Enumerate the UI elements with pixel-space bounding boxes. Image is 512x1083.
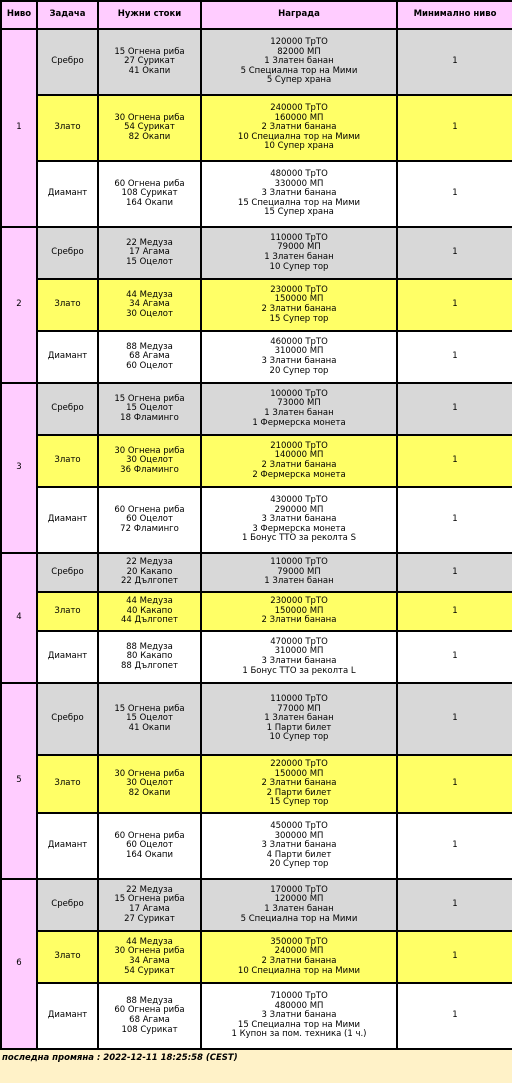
level-cell: 3 <box>1 383 37 553</box>
table-row <box>1 161 512 227</box>
reward-line: 120000 ТрТО <box>270 37 328 48</box>
table-row <box>1 683 512 755</box>
reward-line: 450000 ТрТО <box>270 821 328 832</box>
reward-line: 210000 ТрТО <box>270 440 328 451</box>
task-cell: Злато <box>37 592 98 631</box>
table-row <box>1 279 512 331</box>
reward-cell <box>201 931 397 983</box>
goods-line: 30 Огнена риба <box>114 768 185 779</box>
reward-line: 120000 МП <box>274 894 324 905</box>
reward-line: 3 Златни банана <box>261 514 337 525</box>
reward-line: 240000 МП <box>274 946 324 957</box>
reward-line: 79000 МП <box>277 566 321 577</box>
reward-line: 2 Парти билет <box>266 787 332 798</box>
min-level-cell: 1 <box>397 435 512 487</box>
reward-line: 2 Златни банана <box>261 304 337 314</box>
reward-line: 290000 МП <box>274 504 324 515</box>
reward-line: 10 Супер тор <box>269 732 329 743</box>
goods-line: 88 Медуза <box>126 641 173 652</box>
goods-line: 22 Медуза <box>126 884 173 895</box>
goods-line: 60 Огнена риба <box>114 830 185 841</box>
goods-line: 22 Медуза <box>126 557 173 568</box>
reward-line: 1 Златен банан <box>264 408 334 418</box>
reward-line: 460000 ТрТО <box>270 336 328 347</box>
goods-line: 34 Агама <box>129 299 170 310</box>
reward-line: 1 Златен банан <box>264 904 334 914</box>
goods-line: 88 Медуза <box>126 341 173 352</box>
task-cell: Злато <box>37 931 98 983</box>
reward-line: 1 Парти билет <box>266 722 332 733</box>
reward-line: 330000 МП <box>274 178 324 189</box>
reward-line: 1 Бонус ТТО за реколта L <box>242 665 356 676</box>
goods-line: 30 Оцелот <box>126 778 173 789</box>
goods-line: 108 Сурикат <box>121 188 178 199</box>
task-cell: Сребро <box>37 227 98 279</box>
min-level-cell: 1 <box>397 631 512 683</box>
level-cell: 2 <box>1 227 37 383</box>
goods-cell <box>98 383 201 435</box>
goods-line: 108 Сурикат <box>121 1024 178 1035</box>
reward-line: 240000 ТрТО <box>270 103 328 114</box>
reward-line: 2 Златни банана <box>261 122 337 133</box>
goods-cell <box>98 331 201 383</box>
goods-line: 15 Оцелот <box>126 403 173 414</box>
goods-line: 30 Огнена риба <box>114 445 185 456</box>
reward-cell <box>201 95 397 161</box>
reward-line: 230000 ТрТО <box>270 596 328 607</box>
goods-cell <box>98 435 201 487</box>
table-row <box>1 331 512 383</box>
task-cell: Злато <box>37 435 98 487</box>
header-goods: Нужни стоки <box>98 1 201 29</box>
reward-line: 300000 МП <box>274 830 324 841</box>
min-level-cell: 1 <box>397 553 512 592</box>
goods-line: 15 Огнена риба <box>114 894 185 905</box>
goods-line: 88 Дългопет <box>120 660 178 671</box>
goods-line: 88 Медуза <box>126 995 173 1006</box>
reward-line: 170000 ТрТО <box>270 884 328 895</box>
reward-line: 110000 ТрТО <box>270 694 328 705</box>
goods-line: 36 Фламинго <box>120 464 179 475</box>
reward-cell <box>201 383 397 435</box>
task-cell: Сребро <box>37 383 98 435</box>
reward-line: 480000 МП <box>274 1000 324 1011</box>
reward-line: 710000 ТрТО <box>270 991 328 1002</box>
reward-line: 2 Златни банана <box>261 956 337 966</box>
goods-line: 44 Медуза <box>126 936 173 947</box>
table-row <box>1 487 512 553</box>
min-level-cell: 1 <box>397 683 512 755</box>
reward-line: 430000 ТрТО <box>270 495 328 506</box>
reward-line: 15 Супер тор <box>269 797 329 808</box>
min-level-cell: 1 <box>397 931 512 983</box>
reward-cell <box>201 279 397 331</box>
reward-line: 1 Златен банан <box>264 56 334 67</box>
reward-line: 15 Супер храна <box>264 207 334 218</box>
reward-line: 2 Златни банана <box>261 615 337 626</box>
reward-cell <box>201 631 397 683</box>
task-cell: Сребро <box>37 683 98 755</box>
reward-line: 1 Златен банан <box>264 252 334 262</box>
task-cell: Сребро <box>37 29 98 95</box>
goods-line: 15 Огнена риба <box>114 703 185 714</box>
table-row <box>1 813 512 879</box>
min-level-cell: 1 <box>397 95 512 161</box>
goods-line: 30 Оцелот <box>126 308 173 319</box>
goods-cell <box>98 931 201 983</box>
reward-line: 150000 МП <box>274 605 324 616</box>
goods-cell <box>98 592 201 631</box>
min-level-cell: 1 <box>397 331 512 383</box>
goods-line: 41 Окапи <box>128 722 171 733</box>
reward-line: 15 Специална тор на Мими <box>237 197 361 208</box>
goods-line: 54 Сурикат <box>124 965 175 976</box>
goods-line: 30 Оцелот <box>126 455 173 466</box>
task-cell: Сребро <box>37 553 98 592</box>
goods-line: 60 Оцелот <box>126 360 173 371</box>
min-level-cell: 1 <box>397 161 512 227</box>
reward-line: 110000 ТрТО <box>270 232 328 243</box>
reward-cell <box>201 983 397 1049</box>
reward-line: 3 Златни банана <box>261 356 337 366</box>
task-cell: Диамант <box>37 813 98 879</box>
goods-line: 15 Огнена риба <box>114 393 185 404</box>
reward-line: 79000 МП <box>277 242 321 253</box>
goods-line: 41 Окапи <box>128 65 171 76</box>
reward-cell <box>201 435 397 487</box>
min-level-cell: 1 <box>397 592 512 631</box>
table-row <box>1 755 512 813</box>
goods-line: 164 Окапи <box>125 197 174 208</box>
task-cell: Диамант <box>37 161 98 227</box>
task-cell: Диамант <box>37 631 98 683</box>
goods-line: 44 Медуза <box>126 596 173 607</box>
goods-cell <box>98 983 201 1049</box>
table-row <box>1 879 512 931</box>
goods-line: 15 Оцелот <box>126 713 173 724</box>
reward-line: 140000 МП <box>274 450 324 461</box>
goods-line: 82 Окапи <box>128 131 171 142</box>
header-reward: Награда <box>201 1 397 29</box>
goods-cell <box>98 755 201 813</box>
reward-line: 15 Супер тор <box>269 313 329 324</box>
goods-cell <box>98 631 201 683</box>
reward-cell <box>201 683 397 755</box>
goods-line: 17 Агама <box>129 247 170 258</box>
reward-line: 5 Супер храна <box>266 75 332 86</box>
reward-line: 1 Златен банан <box>264 576 334 587</box>
reward-line: 160000 МП <box>274 112 324 123</box>
reward-line: 310000 МП <box>274 346 324 357</box>
min-level-cell: 1 <box>397 487 512 553</box>
reward-line: 10 Супер тор <box>269 261 329 272</box>
reward-line: 310000 МП <box>274 646 324 657</box>
reward-line: 1 Бонус ТТО за реколта S <box>242 533 356 544</box>
goods-line: 54 Сурикат <box>124 122 175 133</box>
goods-line: 40 Какапо <box>126 605 173 616</box>
goods-line: 68 Агама <box>129 351 170 362</box>
reward-cell <box>201 331 397 383</box>
table-row <box>1 29 512 95</box>
reward-line: 1 Фермерска монета <box>252 417 346 428</box>
goods-cell <box>98 813 201 879</box>
table-row <box>1 383 512 435</box>
reward-line: 2 Златни банана <box>261 778 337 789</box>
reward-line: 4 Парти билет <box>266 849 332 860</box>
reward-line: 5 Специална тор на Мими <box>240 65 358 76</box>
goods-cell <box>98 553 201 592</box>
goods-line: 60 Огнена риба <box>114 504 185 515</box>
table-row <box>1 227 512 279</box>
reward-line: 100000 ТрТО <box>270 388 328 399</box>
goods-line: 60 Огнена риба <box>114 1005 185 1016</box>
reward-line: 20 Супер тор <box>269 365 329 376</box>
reward-line: 10 Специална тор на Мими <box>237 131 361 142</box>
level-cell: 5 <box>1 683 37 879</box>
reward-line: 3 Златни банана <box>261 188 337 199</box>
header-level: Ниво <box>1 1 37 29</box>
reward-line: 3 Златни банана <box>261 1010 337 1021</box>
reward-line: 230000 ТрТО <box>270 284 328 295</box>
goods-cell <box>98 879 201 931</box>
task-cell: Диамант <box>37 487 98 553</box>
goods-cell <box>98 227 201 279</box>
table-body <box>1 29 512 1049</box>
reward-line: 73000 МП <box>277 398 321 409</box>
min-level-cell: 1 <box>397 813 512 879</box>
min-level-cell: 1 <box>397 227 512 279</box>
header-row <box>1 1 512 29</box>
level-cell: 4 <box>1 553 37 683</box>
goods-line: 27 Сурикат <box>124 913 175 924</box>
task-cell: Диамант <box>37 983 98 1049</box>
goods-line: 15 Оцелот <box>126 256 173 267</box>
goods-cell <box>98 161 201 227</box>
reward-line: 77000 МП <box>277 703 321 714</box>
task-cell: Злато <box>37 95 98 161</box>
task-cell: Сребро <box>37 879 98 931</box>
reward-line: 480000 ТрТО <box>270 169 328 180</box>
reward-line: 150000 МП <box>274 294 324 305</box>
goods-line: 60 Оцелот <box>126 514 173 525</box>
goods-cell <box>98 95 201 161</box>
table-row <box>1 983 512 1049</box>
reward-cell <box>201 879 397 931</box>
table-row <box>1 435 512 487</box>
goods-line: 60 Огнена риба <box>114 178 185 189</box>
reward-line: 20 Супер тор <box>269 859 329 870</box>
min-level-cell: 1 <box>397 29 512 95</box>
reward-cell <box>201 755 397 813</box>
reward-line: 1 Златен банан <box>264 713 334 724</box>
table-row <box>1 592 512 631</box>
goods-line: 44 Дългопет <box>120 615 178 626</box>
reward-line: 350000 ТрТО <box>270 936 328 947</box>
goods-line: 60 Оцелот <box>126 840 173 851</box>
min-level-cell: 1 <box>397 279 512 331</box>
reward-line: 110000 ТрТО <box>270 557 328 568</box>
table-row <box>1 95 512 161</box>
reward-line: 3 Златни банана <box>261 840 337 851</box>
min-level-cell: 1 <box>397 383 512 435</box>
goods-line: 20 Какапо <box>126 566 173 577</box>
last-modified: последна промяна : 2022-12-11 18:25:58 (CEST) <box>2 1053 238 1063</box>
goods-line: 30 Огнена риба <box>114 112 185 123</box>
goods-line: 164 Окапи <box>125 849 174 860</box>
reward-line: 10 Супер храна <box>264 141 334 152</box>
reward-line: 3 Фермерска монета <box>252 523 346 534</box>
min-level-cell: 1 <box>397 879 512 931</box>
goods-line: 44 Медуза <box>126 289 173 300</box>
reward-line: 2 Фермерска монета <box>252 469 346 480</box>
goods-cell <box>98 487 201 553</box>
reward-line: 220000 ТрТО <box>270 759 328 770</box>
reward-cell <box>201 553 397 592</box>
task-cell: Диамант <box>37 331 98 383</box>
table-row <box>1 553 512 592</box>
min-level-cell: 1 <box>397 983 512 1049</box>
reward-line: 82000 МП <box>277 46 321 57</box>
level-cell: 1 <box>1 29 37 227</box>
reward-cell <box>201 813 397 879</box>
task-cell: Злато <box>37 755 98 813</box>
task-cell: Злато <box>37 279 98 331</box>
goods-cell <box>98 29 201 95</box>
goods-line: 17 Агама <box>129 904 170 914</box>
reward-cell <box>201 592 397 631</box>
goods-line: 72 Фламинго <box>120 523 179 534</box>
goods-line: 15 Огнена риба <box>114 46 185 57</box>
goods-line: 30 Огнена риба <box>114 946 185 957</box>
goods-line: 27 Сурикат <box>124 56 175 67</box>
goods-line: 22 Дългопет <box>120 576 178 587</box>
reward-line: 15 Специална тор на Мими <box>237 1019 361 1030</box>
reward-cell <box>201 227 397 279</box>
reward-line: 10 Специална тор на Мими <box>237 965 361 976</box>
goods-cell <box>98 683 201 755</box>
reward-line: 5 Специална тор на Мими <box>240 913 358 924</box>
reward-cell <box>201 161 397 227</box>
goods-line: 22 Медуза <box>126 237 173 248</box>
reward-cell <box>201 487 397 553</box>
table-row <box>1 931 512 983</box>
reward-cell <box>201 29 397 95</box>
table-row <box>1 631 512 683</box>
reward-line: 150000 МП <box>274 768 324 779</box>
reward-line: 470000 ТрТО <box>270 636 328 647</box>
reward-line: 1 Купон за пом. техника (1 ч.) <box>231 1029 367 1040</box>
goods-line: 18 Фламинго <box>120 412 179 423</box>
goods-line: 68 Агама <box>129 1015 170 1025</box>
level-cell: 6 <box>1 879 37 1049</box>
goods-line: 82 Окапи <box>128 787 171 798</box>
header-min-level: Минимално ниво <box>397 1 512 29</box>
goods-cell <box>98 279 201 331</box>
reward-line: 2 Златни банана <box>261 460 337 470</box>
goods-line: 80 Какапо <box>126 651 173 662</box>
reward-line: 3 Златни банана <box>261 656 337 666</box>
header-task: Задача <box>37 1 98 29</box>
min-level-cell: 1 <box>397 755 512 813</box>
goods-line: 34 Агама <box>129 956 170 966</box>
